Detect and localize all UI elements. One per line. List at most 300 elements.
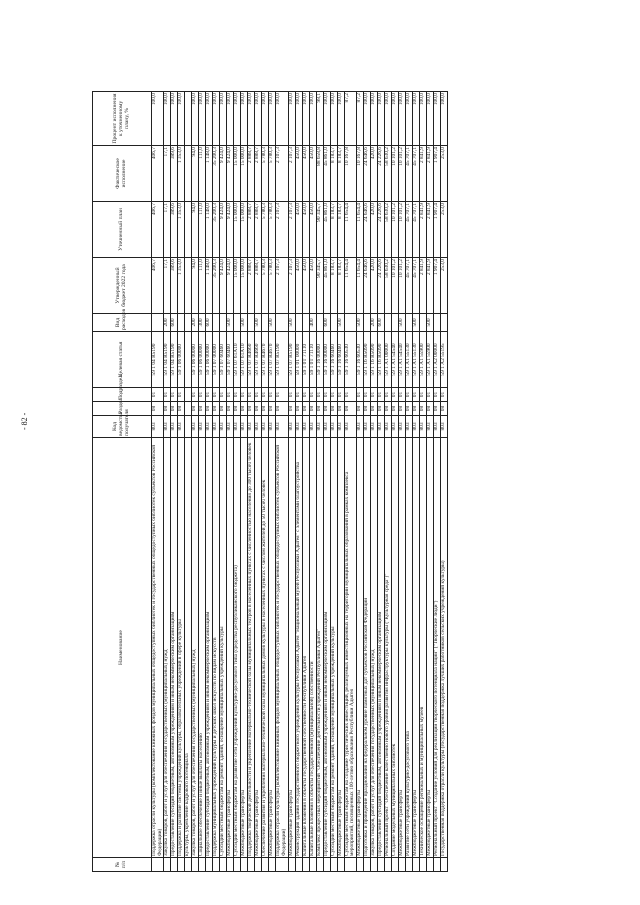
cell-vr: 500 bbox=[255, 314, 262, 332]
cell-approved: 5 780,3 bbox=[269, 258, 276, 314]
cell-subsection: 01 bbox=[427, 388, 434, 402]
cell-approved: 94,0 bbox=[192, 258, 199, 314]
cell-plan: 2 888,7 bbox=[248, 202, 255, 258]
cell-subsection: 01 bbox=[192, 388, 199, 402]
cell-percent: 100,0 bbox=[371, 92, 378, 146]
cell-approved: 2 888,7 bbox=[248, 258, 255, 314]
cell-section: 08 bbox=[255, 402, 262, 416]
cell-percent: 100,0 bbox=[152, 92, 164, 146]
cell-num bbox=[420, 858, 427, 872]
cell-section: 08 bbox=[178, 402, 185, 416]
cell-article: 59 1 07 R5190 bbox=[288, 332, 295, 388]
header-section: Раздел bbox=[93, 402, 152, 416]
cell-code: 803 bbox=[441, 416, 448, 438]
cell-vr: 500 bbox=[399, 314, 406, 332]
cell-code: 803 bbox=[199, 416, 206, 438]
cell-article: 59 1 А1 55130 bbox=[413, 332, 420, 388]
cell-num bbox=[302, 858, 309, 872]
cell-vr: 500 bbox=[413, 314, 420, 332]
cell-section: 08 bbox=[337, 402, 344, 416]
cell-subsection: 01 bbox=[399, 388, 406, 402]
cell-article: 59 1 А1 55900 bbox=[427, 332, 434, 388]
cell-percent: 100,0 bbox=[164, 92, 171, 146]
header-article: Целевая статья bbox=[93, 332, 152, 388]
cell-percent: 100,0 bbox=[330, 92, 337, 146]
cell-percent: 100,0 bbox=[364, 92, 371, 146]
cell-code: 803 bbox=[220, 416, 227, 438]
cell-section: 08 bbox=[316, 402, 323, 416]
rotated-table-page bbox=[92, 92, 582, 872]
cell-section: 08 bbox=[220, 402, 227, 416]
cell-subsection: 01 bbox=[406, 388, 413, 402]
cell-vr: 600 bbox=[171, 314, 178, 332]
cell-approved: 253,0 bbox=[441, 258, 448, 314]
cell-vr bbox=[434, 314, 441, 332]
cell-vr: 200 bbox=[192, 314, 199, 332]
cell-subsection: 01 bbox=[420, 388, 427, 402]
cell-approved: 45 861,0 bbox=[323, 258, 330, 314]
cell-section: 08 bbox=[420, 402, 427, 416]
cell-plan: 58 630,2 bbox=[385, 202, 392, 258]
cell-plan: 45 707,1 bbox=[406, 202, 413, 258]
cell-article: 59 1 06 00000 bbox=[178, 332, 185, 388]
cell-plan: 11 654,4 bbox=[344, 202, 356, 258]
cell-name: Региональный проект "Обеспечение качественно нового уровня развития инфраструктуры культуры ("Культурная среда")" bbox=[385, 438, 392, 858]
cell-approved: 11 654,4 bbox=[344, 258, 356, 314]
cell-subsection: 01 bbox=[213, 388, 220, 402]
cell-name: Субсидии местным бюджетам на ремонт зданий, оснащение муниципальных учреждений культуры bbox=[220, 438, 227, 858]
cell-approved: 1 148,0 bbox=[206, 258, 213, 314]
cell-subsection: 01 bbox=[227, 388, 234, 402]
cell-plan: 1 353,0 bbox=[178, 202, 185, 258]
cell-section: 08 bbox=[227, 402, 234, 416]
cell-num bbox=[323, 858, 330, 872]
cell-subsection: 01 bbox=[413, 388, 420, 402]
table-row bbox=[152, 92, 164, 872]
cell-actual: 17,1 bbox=[164, 146, 171, 202]
cell-code: 803 bbox=[241, 416, 248, 438]
cell-name: Обеспечение развития и укрепления материально-технической базы муниципальных домов культуры в населенных пунктах с числом жителей до 50 тысяч человек bbox=[262, 438, 269, 858]
cell-name: Социальное обеспечение и иные выплаты населению bbox=[199, 438, 206, 858]
cell-name: Межбюджетные трансферты bbox=[399, 438, 406, 858]
cell-code: 803 bbox=[392, 416, 399, 438]
cell-subsection: 01 bbox=[276, 388, 288, 402]
cell-name: Поддержка и развитие системы учреждений культуры, образовательных учреждений в сфере культуры bbox=[178, 438, 185, 858]
cell-percent: 100,0 bbox=[413, 92, 420, 146]
cell-code: 803 bbox=[164, 416, 171, 438]
cell-subsection: 01 bbox=[316, 388, 323, 402]
cell-approved: 9 424,0 bbox=[220, 258, 227, 314]
cell-actual: 1 907,4 bbox=[434, 146, 441, 202]
header-approved: Утвержденный бюджет 2022 года bbox=[93, 258, 152, 314]
cell-plan: 17,1 bbox=[164, 202, 171, 258]
cell-code: 803 bbox=[420, 416, 427, 438]
cell-article: 59 1 07 R4660 bbox=[248, 332, 255, 388]
cell-section: 08 bbox=[309, 402, 316, 416]
cell-percent: 100,0 bbox=[295, 92, 302, 146]
cell-percent: 100,0 bbox=[213, 92, 220, 146]
cell-code: 803 bbox=[337, 416, 344, 438]
cell-actual: 24 646,6 bbox=[364, 146, 371, 202]
cell-article: 59 1 07 60460 bbox=[220, 332, 227, 388]
cell-percent: 87,2 bbox=[344, 92, 356, 146]
cell-num bbox=[199, 858, 206, 872]
header-subsection: Подраздел bbox=[93, 388, 152, 402]
cell-code: 803 bbox=[364, 416, 371, 438]
cell-article: 59 1 07 R4670 bbox=[262, 332, 269, 388]
cell-section: 08 bbox=[392, 402, 399, 416]
cell-subsection: 01 bbox=[164, 388, 171, 402]
cell-approved: 24 646,6 bbox=[364, 258, 371, 314]
cell-code: 803 bbox=[227, 416, 234, 438]
cell-code: 803 bbox=[234, 416, 241, 438]
cell-plan: 2 107,3 bbox=[288, 202, 295, 258]
header-actual: Фактическое исполнение bbox=[93, 146, 152, 202]
cell-approved: 111,0 bbox=[199, 258, 206, 314]
cell-section: 08 bbox=[295, 402, 302, 416]
cell-name: Поддержка муниципальных учреждений культуры и детских школ искусств по видам искусств bbox=[213, 438, 220, 858]
cell-vr bbox=[344, 314, 356, 332]
cell-name: Межбюджетные трансферты bbox=[357, 438, 364, 858]
cell-code: 803 bbox=[171, 416, 178, 438]
cell-num bbox=[434, 858, 441, 872]
cell-name: Закупка товаров, работ и услуг для обеспечения государственных (муниципальных) нужд bbox=[164, 438, 171, 858]
cell-num bbox=[406, 858, 413, 872]
cell-percent: 100,0 bbox=[288, 92, 295, 146]
cell-article: 59 1 07 61А10 bbox=[234, 332, 241, 388]
cell-vr: 500 bbox=[227, 314, 234, 332]
cell-actual: 10 101,2 bbox=[392, 146, 399, 202]
cell-article: 59 1 16 60460 bbox=[330, 332, 337, 388]
cell-article: 59 1 А1 54540 bbox=[392, 332, 399, 388]
cell-plan: 5 780,3 bbox=[269, 202, 276, 258]
cell-vr: 500 bbox=[357, 314, 364, 332]
cell-actual: 389,6 bbox=[171, 146, 178, 202]
cell-code: 803 bbox=[276, 416, 288, 438]
cell-code: 803 bbox=[302, 416, 309, 438]
cell-section: 08 bbox=[206, 402, 213, 416]
cell-num bbox=[152, 858, 164, 872]
cell-percent: 100,0 bbox=[248, 92, 255, 146]
cell-vr: 500 bbox=[241, 314, 248, 332]
cell-plan: 5 780,3 bbox=[262, 202, 269, 258]
cell-actual: 1 148,0 bbox=[206, 146, 213, 202]
cell-name: Реконструкция здания государственного бюджетного учреждения культуры Республики Адыгея "Национальный музей Республики Адыгея" с элементами благоустройства bbox=[295, 438, 302, 858]
cell-approved: 2 841,9 bbox=[427, 258, 434, 314]
cell-name: Предоставление субсидий бюджетным, автономным учреждениям и иным некоммерческим организациям bbox=[206, 438, 213, 858]
cell-approved: 2 888,7 bbox=[255, 258, 262, 314]
cell-vr: 300 bbox=[199, 314, 206, 332]
cell-plan: 24 226,6 bbox=[378, 202, 385, 258]
cell-percent: 100,0 bbox=[206, 92, 213, 146]
cell-article: 59 1 16 R5090 bbox=[378, 332, 385, 388]
cell-name: Субсидии местным бюджетам на ремонт зданий, оснащение муниципальных учреждений культуры bbox=[330, 438, 337, 858]
cell-actual: 45 707,1 bbox=[413, 146, 420, 202]
cell-approved: 8 183,7 bbox=[337, 258, 344, 314]
cell-name: Поддержка отрасли культуры (комплектование книжных фондов муниципальных общедоступных библиотек и государственных общедоступных библиотек субъектов Российской Федерации) bbox=[276, 438, 288, 858]
cell-subsection: 01 bbox=[330, 388, 337, 402]
cell-plan: 35 200,3 bbox=[213, 202, 220, 258]
cell-code: 803 bbox=[357, 416, 364, 438]
cell-num bbox=[330, 858, 337, 872]
cell-code: 803 bbox=[213, 416, 220, 438]
cell-vr: 500 bbox=[288, 314, 295, 332]
cell-num bbox=[392, 858, 399, 872]
cell-actual: 15 000,0 bbox=[241, 146, 248, 202]
cell-name: Капитальные вложения в объекты государственной (муниципальной) собственности bbox=[309, 438, 316, 858]
cell-article: 59 1 А1 55130 bbox=[406, 332, 413, 388]
cell-article: 59 1 07 00000 bbox=[213, 332, 220, 388]
cell-article: 59 1 А2 00000 bbox=[434, 332, 441, 388]
cell-section: 08 bbox=[344, 402, 356, 416]
cell-plan: 8 183,7 bbox=[337, 202, 344, 258]
cell-name: Подготовка и проведение празднования на федеральном уровне памятных дат субъектов Российской Федерации bbox=[364, 438, 371, 858]
cell-article: 59 1 06 00000 bbox=[206, 332, 213, 388]
cell-section: 08 bbox=[399, 402, 406, 416]
cell-actual: 450,0 bbox=[309, 146, 316, 202]
cell-approved: 450,0 bbox=[309, 258, 316, 314]
cell-approved: 10 101,2 bbox=[392, 258, 399, 314]
cell-subsection: 01 bbox=[337, 388, 344, 402]
cell-percent: 100,0 bbox=[385, 92, 392, 146]
cell-approved: 45 707,1 bbox=[413, 258, 420, 314]
cell-name: Капитальные вложения в объекты государственной собственности Республики Адыгея bbox=[302, 438, 309, 858]
cell-article: 59 1 04 R5190 bbox=[171, 332, 178, 388]
cell-subsection: 01 bbox=[255, 388, 262, 402]
cell-approved: 1 353,0 bbox=[178, 258, 185, 314]
cell-approved: 450,0 bbox=[295, 258, 302, 314]
cell-name: Межбюджетные трансферты bbox=[427, 438, 434, 858]
cell-section: 08 bbox=[378, 402, 385, 416]
cell-num bbox=[185, 858, 192, 872]
cell-article: 59 1 07 61А10 bbox=[241, 332, 248, 388]
cell-percent: 100,0 bbox=[255, 92, 262, 146]
cell-percent: 100,0 bbox=[434, 92, 441, 146]
header-plan: Уточненный план bbox=[93, 202, 152, 258]
cell-subsection: 01 bbox=[323, 388, 330, 402]
cell-subsection: 01 bbox=[199, 388, 206, 402]
cell-percent: 100,0 bbox=[323, 92, 330, 146]
cell-vr: 600 bbox=[378, 314, 385, 332]
cell-plan: 450,0 bbox=[295, 202, 302, 258]
cell-actual: 111,0 bbox=[199, 146, 206, 202]
cell-code: 803 bbox=[262, 416, 269, 438]
cell-num bbox=[357, 858, 364, 872]
cell-code: 803 bbox=[288, 416, 295, 438]
cell-approved: 450,0 bbox=[302, 258, 309, 314]
cell-name: Техническое оснащение региональных и муниципальных музеев bbox=[420, 438, 427, 858]
cell-percent: 100,0 bbox=[234, 92, 241, 146]
cell-num bbox=[385, 858, 392, 872]
cell-plan: 90 345,7 bbox=[316, 202, 323, 258]
cell-num bbox=[399, 858, 406, 872]
cell-num bbox=[295, 858, 302, 872]
cell-approved: 90 345,7 bbox=[316, 258, 323, 314]
cell-section: 08 bbox=[364, 402, 371, 416]
cell-name: Межбюджетные трансферты bbox=[269, 438, 276, 858]
cell-plan: 2 841,9 bbox=[420, 202, 427, 258]
cell-article: 59 1 0Т 00000 bbox=[295, 332, 302, 388]
cell-article: 59 1 16 00000 bbox=[323, 332, 330, 388]
cell-subsection: 01 bbox=[171, 388, 178, 402]
cell-approved: 24 226,6 bbox=[378, 258, 385, 314]
cell-code: 803 bbox=[406, 416, 413, 438]
cell-code: 803 bbox=[178, 416, 185, 438]
cell-vr: 600 bbox=[206, 314, 213, 332]
cell-num bbox=[413, 858, 420, 872]
cell-subsection: 01 bbox=[344, 388, 356, 402]
cell-subsection: 01 bbox=[206, 388, 213, 402]
cell-approved: 35 200,3 bbox=[213, 258, 220, 314]
cell-name: Предоставление субсидий бюджетным, автономным учреждениям и иным некоммерческим организациям bbox=[323, 438, 330, 858]
cell-article: 59 1 04 R5190 bbox=[152, 332, 164, 388]
cell-section: 08 bbox=[427, 402, 434, 416]
cell-plan: 9 424,0 bbox=[227, 202, 234, 258]
cell-num bbox=[241, 858, 248, 872]
cell-name: культуры, укрепление кадрового потенциала bbox=[185, 438, 192, 858]
cell-num bbox=[364, 858, 371, 872]
cell-num bbox=[206, 858, 213, 872]
header-vr: Вид расходов bbox=[93, 314, 152, 332]
cell-percent: 100,0 bbox=[302, 92, 309, 146]
cell-plan: 389,6 bbox=[171, 202, 178, 258]
cell-subsection: 01 bbox=[288, 388, 295, 402]
cell-section: 08 bbox=[323, 402, 330, 416]
cell-percent: 100,0 bbox=[392, 92, 399, 146]
cell-subsection: 01 bbox=[309, 388, 316, 402]
cell-num bbox=[227, 858, 234, 872]
cell-article: 59 1 А1 00000 bbox=[385, 332, 392, 388]
cell-actual: 24 226,6 bbox=[378, 146, 385, 202]
cell-approved: 1 907,4 bbox=[434, 258, 441, 314]
cell-num bbox=[234, 858, 241, 872]
cell-approved: 10 101,2 bbox=[399, 258, 406, 314]
cell-code: 803 bbox=[255, 416, 262, 438]
cell-name: Развитие сети учреждений культурно-досугового типа bbox=[406, 438, 413, 858]
cell-article: 59 1 А1 54540 bbox=[399, 332, 406, 388]
cell-name: Межбюджетные трансферты bbox=[255, 438, 262, 858]
cell-plan: 450,0 bbox=[309, 202, 316, 258]
cell-code: 803 bbox=[192, 416, 199, 438]
cell-approved: 2 107,3 bbox=[288, 258, 295, 314]
cell-subsection: 01 bbox=[178, 388, 185, 402]
cell-section: 08 bbox=[192, 402, 199, 416]
cell-section: 08 bbox=[413, 402, 420, 416]
cell-num bbox=[192, 858, 199, 872]
cell-subsection: 01 bbox=[357, 388, 364, 402]
cell-section: 08 bbox=[269, 402, 276, 416]
cell-code: 803 bbox=[206, 416, 213, 438]
cell-plan: 2 841,9 bbox=[427, 202, 434, 258]
cell-article: 59 1 16 60530 bbox=[357, 332, 364, 388]
cell-percent: 100,0 bbox=[262, 92, 269, 146]
cell-name: Региональный проект "Создание условий для реализации творческого потенциала нации" ("Творческие люди") bbox=[434, 438, 441, 858]
cell-vr bbox=[441, 314, 448, 332]
cell-vr: 500 bbox=[427, 314, 434, 332]
cell-code: 803 bbox=[309, 416, 316, 438]
cell-actual: 2 107,3 bbox=[288, 146, 295, 202]
cell-article: 59 1 07 R4660 bbox=[255, 332, 262, 388]
cell-name: Межбюджетные трансферты bbox=[227, 438, 234, 858]
cell-approved: 45 707,1 bbox=[406, 258, 413, 314]
cell-plan: 24 646,6 bbox=[364, 202, 371, 258]
cell-approved: 9 424,0 bbox=[227, 258, 234, 314]
cell-subsection: 01 bbox=[364, 388, 371, 402]
cell-plan: 15 000,0 bbox=[234, 202, 241, 258]
cell-subsection: 01 bbox=[385, 388, 392, 402]
cell-name: Межбюджетные трансферты bbox=[241, 438, 248, 858]
cell-num bbox=[316, 858, 323, 872]
cell-subsection: 01 bbox=[269, 388, 276, 402]
cell-name: Предоставление субсидий бюджетным, автономным учреждениям и иным некоммерческим организациям bbox=[171, 438, 178, 858]
table-row bbox=[276, 92, 288, 872]
cell-approved: 406,7 bbox=[152, 258, 164, 314]
cell-actual: 10 167,8 bbox=[357, 146, 364, 202]
cell-name: Закупка товаров, работ и услуг для обеспечения государственных (муниципальных) нужд bbox=[371, 438, 378, 858]
cell-percent: 100,0 bbox=[309, 92, 316, 146]
cell-percent: 100,0 bbox=[427, 92, 434, 146]
cell-num bbox=[371, 858, 378, 872]
cell-subsection: 01 bbox=[441, 388, 448, 402]
cell-name: Межбюджетные трансферты bbox=[413, 438, 420, 858]
cell-num bbox=[378, 858, 385, 872]
cell-name: Государственная поддержка отрасли культуры (государственная поддержка лучших работников сельских учреждений культуры) bbox=[441, 438, 448, 858]
cell-actual: 10 101,2 bbox=[399, 146, 406, 202]
cell-name: Межбюджетные трансферты bbox=[288, 438, 295, 858]
cell-article: 59 1 А2 55195 bbox=[441, 332, 448, 388]
cell-percent: 100,0 bbox=[178, 92, 185, 146]
cell-actual: 5 780,3 bbox=[269, 146, 276, 202]
cell-name: Субсидии местным бюджетам на развитие сети учреждений культурно-досугового типа (средства республиканского бюджета) bbox=[234, 438, 241, 858]
cell-subsection: 01 bbox=[434, 388, 441, 402]
cell-subsection: 01 bbox=[262, 388, 269, 402]
table-row bbox=[344, 92, 356, 872]
cell-code: 803 bbox=[330, 416, 337, 438]
cell-code: 803 bbox=[413, 416, 420, 438]
cell-approved: 58 630,2 bbox=[385, 258, 392, 314]
cell-article: 59 1 16 60460 bbox=[337, 332, 344, 388]
cell-num bbox=[288, 858, 295, 872]
cell-approved: 420,0 bbox=[371, 258, 378, 314]
cell-name: Поддержка отрасли культуры (комплектование книжных фондов муниципальных общедоступных библиотек и государственных общедоступных библиотек субъектов Российской Федерации) bbox=[152, 438, 164, 858]
cell-actual: 2 888,7 bbox=[248, 146, 255, 202]
cell-section: 08 bbox=[213, 402, 220, 416]
cell-plan: 94,0 bbox=[192, 202, 199, 258]
cell-actual: 5 780,3 bbox=[262, 146, 269, 202]
cell-section: 08 bbox=[152, 402, 164, 416]
cell-actual: 450,0 bbox=[302, 146, 309, 202]
cell-percent: 100,0 bbox=[378, 92, 385, 146]
cell-code: 803 bbox=[152, 416, 164, 438]
cell-article: 59 1 07 R5190 bbox=[276, 332, 288, 388]
cell-approved: 2 107,3 bbox=[276, 258, 288, 314]
cell-percent: 100,0 bbox=[406, 92, 413, 146]
cell-approved: 5 780,3 bbox=[262, 258, 269, 314]
cell-code: 803 bbox=[385, 416, 392, 438]
page-number: - 82 - bbox=[20, 412, 29, 430]
cell-name: Комплекс процессных мероприятий "Обеспечение деятельности учреждений Республики Адыгея" bbox=[316, 438, 323, 858]
cell-code: 803 bbox=[344, 416, 356, 438]
cell-approved: 389,6 bbox=[171, 258, 178, 314]
cell-percent: 100,0 bbox=[399, 92, 406, 146]
cell-approved: 11 654,4 bbox=[357, 258, 364, 314]
cell-num bbox=[276, 858, 288, 872]
cell-actual: 2 888,7 bbox=[255, 146, 262, 202]
cell-num bbox=[269, 858, 276, 872]
cell-actual: 58 630,2 bbox=[385, 146, 392, 202]
cell-plan: 253,0 bbox=[441, 202, 448, 258]
cell-name: Закупка товаров, работ и услуг для обеспечения государственных (муниципальных) нужд bbox=[192, 438, 199, 858]
